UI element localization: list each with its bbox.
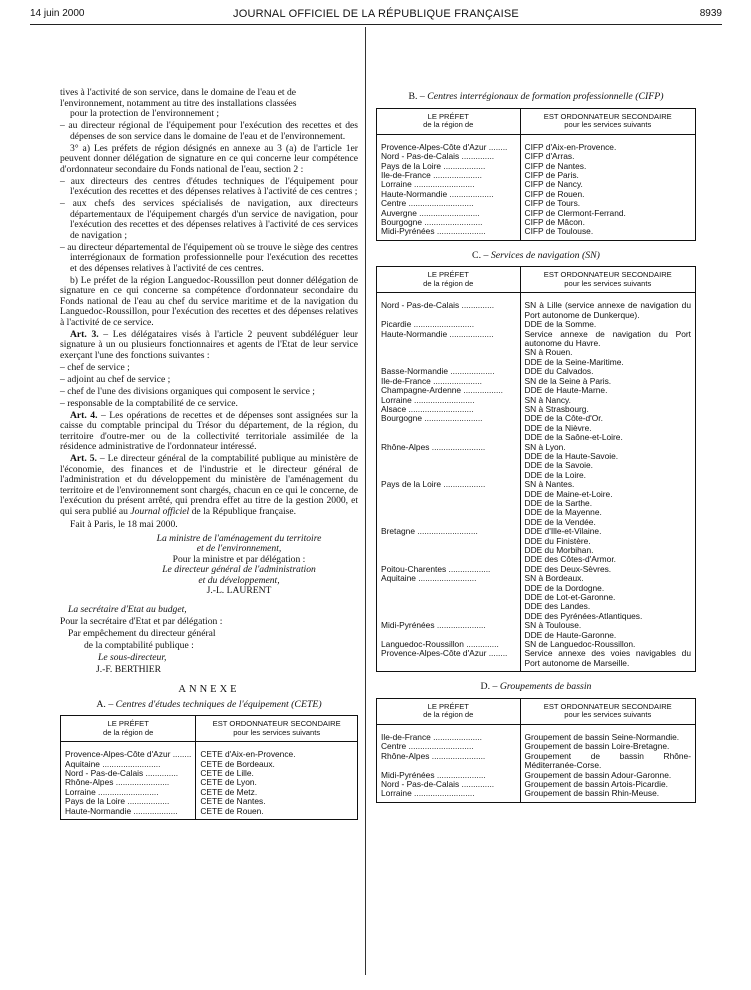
region-cell: Midi-Pyrénées ..................... <box>377 621 521 630</box>
service-cell: SN à Lille (service annexe de navigation du Port autonome de Dunkerque). <box>520 301 695 320</box>
region-cell: Ile-de-France ..................... <box>377 733 521 742</box>
region-cell: Picardie .......................... <box>377 320 521 329</box>
region-cell <box>377 546 521 555</box>
table-sn <box>376 266 696 672</box>
article-3: Art. 3. – Les délégataires visés à l'article 2 peuvent subdéléguer leur signature à un ou plusieurs fonctionnaires et agents de l'Etat de leur service exerçant l'une des fonctions suivantes : <box>60 328 358 361</box>
service-cell: CETE de Rouen. <box>196 807 358 820</box>
service-cell: Groupement de bassin Rhône-Méditerranée-Corse. <box>520 752 695 771</box>
paragraph-3b: b) Le préfet de la région Languedoc-Roussillon peut donner délégation de signature en ce qui concerne sa compétence d'ordonnateur secondaire du Fonds national de l'eau au chef du service maritime et de la navigation du Languedoc-Roussillon, pour l'exécution des recettes et des dépenses relatives à l'activité de ce service. <box>60 274 358 328</box>
region-cell <box>377 424 521 433</box>
table-row <box>377 649 696 671</box>
annexe-title: ANNEXE <box>178 684 240 695</box>
right-column <box>376 92 696 809</box>
service-cell: DDE des Deux-Sèvres. <box>520 565 695 574</box>
region-cell: Lorraine .......................... <box>377 396 521 405</box>
region-cell: Midi-Pyrénées ..................... <box>377 227 521 240</box>
article-5: Art. 5. – Le directeur général de la comptabilité publique au ministère de l'économie, des finances et de l'industrie et le directeur général de l'administration et du développement du ministère de l'aménagement du territoire et de l'environnement sont chargés, chacun en ce qui le concerne, de l'exécution du présent arrêté, qui prendra effet au titre de la gestion 2000, et qui sera publié au Journal officiel de la République française. <box>60 453 359 517</box>
service-cell: SN à Rouen. <box>520 348 695 357</box>
dash-item: – chef de service ; <box>60 361 130 373</box>
service-cell: Groupement de bassin Adour-Garonne. <box>520 771 695 780</box>
service-cell: DDE de la Loire. <box>520 471 695 480</box>
service-cell: DDE de la Sarthe. <box>520 499 695 508</box>
table-row <box>377 301 696 320</box>
service-cell: DDE des Côtes-d'Armor. <box>520 555 695 564</box>
region-cell: Bretagne .......................... <box>377 527 521 536</box>
service-cell: DDE du Morbihan. <box>520 546 695 555</box>
paragraph-3a: 3° a) Les préfets de région désignés en annexe au 3 (a) de l'article 1er peuvent donner délégation de signature en ce qui concerne leur compétence d'ordonnateur secondaire du Fonds national de l'eau, section 2 : <box>60 142 358 175</box>
service-cell: DDE du Finistère. <box>520 537 695 546</box>
region-cell: Haute-Normandie ................... <box>377 330 521 349</box>
dash-item: – responsable de la comptabilité de ce service. <box>60 397 238 409</box>
header-journal-title: JOURNAL OFFICIEL DE LA RÉPUBLIQUE FRANÇAISE <box>233 8 519 20</box>
table-bassin <box>376 698 696 803</box>
col-header-prefet: LE PRÉFET de la région de <box>377 267 521 293</box>
service-cell: DDE des Landes. <box>520 602 695 611</box>
service-cell: DDE de la Saône-et-Loire. <box>520 433 695 442</box>
service-cell: CETE d'Aix-en-Provence. <box>196 750 358 759</box>
service-cell: DDE du Calvados. <box>520 367 695 376</box>
region-cell: Bourgogne ......................... <box>377 414 521 423</box>
region-cell: Provence-Alpes-Côte d'Azur ........ <box>61 750 196 759</box>
dash-item: – adjoint au chef de service ; <box>60 373 171 385</box>
region-cell: Pays de la Loire .................. <box>377 480 521 489</box>
region-cell: Nord - Pas-de-Calais .............. <box>377 301 521 320</box>
service-cell: CIFP de Nancy. <box>520 180 695 189</box>
region-cell: Nord - Pas-de-Calais .............. <box>61 769 196 778</box>
region-cell: Ile-de-France ..................... <box>377 377 521 386</box>
service-cell: CETE de Nantes. <box>196 797 358 806</box>
service-cell: DDE de la Mayenne. <box>520 508 695 517</box>
service-cell: DDE de la Vendée. <box>520 518 695 527</box>
service-cell: SN de la Seine à Paris. <box>520 377 695 386</box>
service-cell: CIFP de Tours. <box>520 199 695 208</box>
region-cell: Rhône-Alpes ....................... <box>377 752 521 771</box>
paragraph-continuation: tives à l'activité de son service, dans le domaine de l'eau et de l'environnement, notamment au titre des installations classées pour la protection de l'environnement ; <box>60 87 297 119</box>
service-cell: CIFP de Clermont-Ferrand. <box>520 209 695 218</box>
region-cell: Aquitaine ......................... <box>377 574 521 583</box>
service-cell: CIFP d'Arras. <box>520 152 695 161</box>
service-cell: DDE de la Somme. <box>520 320 695 329</box>
col-header-prefet: LE PRÉFET de la région de <box>61 716 196 742</box>
region-cell: Champagne-Ardenne ................. <box>377 386 521 395</box>
service-cell: Groupement de bassin Loire-Bretagne. <box>520 742 695 751</box>
region-cell: Lorraine .......................... <box>377 180 521 189</box>
region-cell <box>377 584 521 593</box>
service-cell: CIFP de Paris. <box>520 171 695 180</box>
region-cell <box>377 537 521 546</box>
service-cell: DDE de Haute-Marne. <box>520 386 695 395</box>
region-cell <box>377 593 521 602</box>
service-cell: DDE de Haute-Garonne. <box>520 631 695 640</box>
service-cell: DDE des Pyrénées-Atlantiques. <box>520 612 695 621</box>
region-cell <box>377 602 521 611</box>
header-date: 14 juin 2000 <box>30 8 85 19</box>
service-cell: DDE de Maine-et-Loire. <box>520 490 695 499</box>
section-a-caption: A. – Centres d'études techniques de l'équipement (CETE) <box>96 698 322 710</box>
col-header-ordonnateur: EST ORDONNATEUR SECONDAIRE pour les services suivants <box>520 108 695 134</box>
service-cell: CIFP de Rouen. <box>520 190 695 199</box>
service-cell: SN à Strasbourg. <box>520 405 695 414</box>
region-cell <box>377 499 521 508</box>
region-cell: Alsace ............................ <box>377 405 521 414</box>
service-cell: DDE de la Côte-d'Or. <box>520 414 695 423</box>
region-cell: Bourgogne ......................... <box>377 218 521 227</box>
col-header-ordonnateur: EST ORDONNATEUR SECONDAIRE pour les services suivants <box>520 267 695 293</box>
table-row <box>377 227 696 240</box>
dash-item: – chef de l'une des divisions organiques qui composent le service ; <box>60 385 315 397</box>
section-b-caption: B. – Centres interrégionaux de formation professionnelle (CIFP) <box>408 91 664 102</box>
col-header-prefet: LE PRÉFET de la région de <box>377 108 521 134</box>
service-cell: Groupement de bassin Rhin-Meuse. <box>520 789 695 802</box>
section-d-caption: D. – Groupements de bassin <box>480 681 592 693</box>
signature-date: Fait à Paris, le 18 mai 2000. <box>70 519 178 530</box>
region-cell: Languedoc-Roussillon .............. <box>377 640 521 649</box>
region-cell: Basse-Normandie ................... <box>377 367 521 376</box>
region-cell <box>377 508 521 517</box>
col-header-ordonnateur: EST ORDONNATEUR SECONDAIRE pour les services suivants <box>196 716 358 742</box>
service-cell: CETE de Bordeaux. <box>196 760 358 769</box>
region-cell: Auvergne .......................... <box>377 209 521 218</box>
column-divider <box>365 27 366 975</box>
service-cell: Service annexe de navigation du Port autonome du Havre. <box>520 330 695 349</box>
service-cell: CETE de Metz. <box>196 788 358 797</box>
dash-item: – au directeur départemental de l'équipement où se trouve le siège des centres interrégionaux de formation professionnelle pour l'exécution des recettes et des dépenses relatives à l'activité de ces centres. <box>60 241 358 274</box>
service-cell: CIFP de Nantes. <box>520 162 695 171</box>
header-page-number: 8939 <box>699 8 722 19</box>
service-cell: SN à Nancy. <box>520 396 695 405</box>
region-cell: Centre ............................ <box>377 742 521 751</box>
table-row <box>377 330 696 349</box>
service-cell: Service annexe des voies navigables du Port autonome de Marseille. <box>520 649 695 671</box>
signature-block-budget: La secrétaire d'Etat au budget, Pour la secrétaire d'Etat et par délégation : Par empêchement du directeur général de la comptabilité publique : Le sous-directeur, J.-F. BERTHIER <box>60 603 223 675</box>
service-cell: CETE de Lille. <box>196 769 358 778</box>
region-cell: Haute-Normandie ................... <box>377 190 521 199</box>
region-cell: Ile-de-France ..................... <box>377 171 521 180</box>
service-cell: SN à Bordeaux. <box>520 574 695 583</box>
region-cell: Rhône-Alpes ....................... <box>61 778 196 787</box>
service-cell: Groupement de bassin Seine-Normandie. <box>520 733 695 742</box>
service-cell: SN à Lyon. <box>520 443 695 452</box>
region-cell: Midi-Pyrénées ..................... <box>377 771 521 780</box>
header-rule <box>30 24 722 25</box>
region-cell <box>377 490 521 499</box>
service-cell: DDE de la Seine-Maritime. <box>520 358 695 367</box>
region-cell: Aquitaine ......................... <box>61 760 196 769</box>
col-header-ordonnateur: EST ORDONNATEUR SECONDAIRE pour les services suivants <box>520 698 695 724</box>
region-cell <box>377 348 521 357</box>
service-cell: CIFP d'Aix-en-Provence. <box>520 143 695 152</box>
service-cell: SN à Nantes. <box>520 480 695 489</box>
table-cete <box>60 715 358 820</box>
region-cell: Pays de la Loire .................. <box>377 162 521 171</box>
table-row <box>377 789 696 802</box>
region-cell: Nord - Pas-de-Calais .............. <box>377 152 521 161</box>
signature-block-ministre: La ministre de l'aménagement du territoire et de l'environnement, Pour la ministre et par délégation : Le directeur général de l'administration et du développement, J.-L. LAURENT <box>156 532 322 596</box>
col-header-prefet: LE PRÉFET de la région de <box>377 698 521 724</box>
region-cell <box>377 461 521 470</box>
region-cell: Provence-Alpes-Côte d'Azur ........ <box>377 143 521 152</box>
article-4: Art. 4. – Les opérations de recettes et de dépenses sont assignées sur la caisse du comptable principal du Trésor du département, de la région, du territoire d'outre-mer ou de la collectivité territoriale assimilée de la résidence administrative de l'ordonnateur intéressé. <box>60 409 358 452</box>
section-c-caption: C. – Services de navigation (SN) <box>472 249 600 261</box>
region-cell <box>377 452 521 461</box>
region-cell: Nord - Pas-de-Calais .............. <box>377 780 521 789</box>
service-cell: SN à Toulouse. <box>520 621 695 630</box>
service-cell: CIFP de Mâcon. <box>520 218 695 227</box>
region-cell: Rhône-Alpes ....................... <box>377 443 521 452</box>
region-cell: Lorraine .......................... <box>61 788 196 797</box>
table-row <box>377 752 696 771</box>
service-cell: DDE de la Haute-Savoie. <box>520 452 695 461</box>
service-cell: CIFP de Toulouse. <box>520 227 695 240</box>
table-row <box>61 807 358 820</box>
region-cell: Centre ............................ <box>377 199 521 208</box>
region-cell: Provence-Alpes-Côte d'Azur ........ <box>377 649 521 671</box>
dash-item: – au directeur régional de l'équipement pour l'exécution des recettes et des dépenses de son service dans le domaine de l'eau et de l'environnement. <box>60 120 358 142</box>
service-cell: Groupement de bassin Artois-Picardie. <box>520 780 695 789</box>
region-cell: Haute-Normandie ................... <box>61 807 196 820</box>
service-cell: DDE de la Dordogne. <box>520 584 695 593</box>
region-cell: Pays de la Loire .................. <box>61 797 196 806</box>
service-cell: DDE de la Savoie. <box>520 461 695 470</box>
left-column <box>60 88 358 826</box>
service-cell: DDE de Lot-et-Garonne. <box>520 593 695 602</box>
region-cell: Poitou-Charentes .................. <box>377 565 521 574</box>
service-cell: DDE de la Nièvre. <box>520 424 695 433</box>
service-cell: SN de Languedoc-Roussillon. <box>520 640 695 649</box>
dash-item: – aux chefs des services spécialisés de navigation, aux directeurs départementaux de l'équipement chargés d'un service de navigation, pour l'exécution des recettes et des dépenses relatives à l'activité de ces services de navigation ; <box>60 198 358 241</box>
table-cifp <box>376 108 696 241</box>
page-header <box>30 8 722 24</box>
region-cell: Lorraine .......................... <box>377 789 521 802</box>
service-cell: CETE de Lyon. <box>196 778 358 787</box>
dash-item: – aux directeurs des centres d'études techniques de l'équipement pour l'exécution des recettes et des dépenses relatives à l'activité de ces centres ; <box>60 175 358 197</box>
service-cell: DDE d'Ille-et-Vilaine. <box>520 527 695 536</box>
